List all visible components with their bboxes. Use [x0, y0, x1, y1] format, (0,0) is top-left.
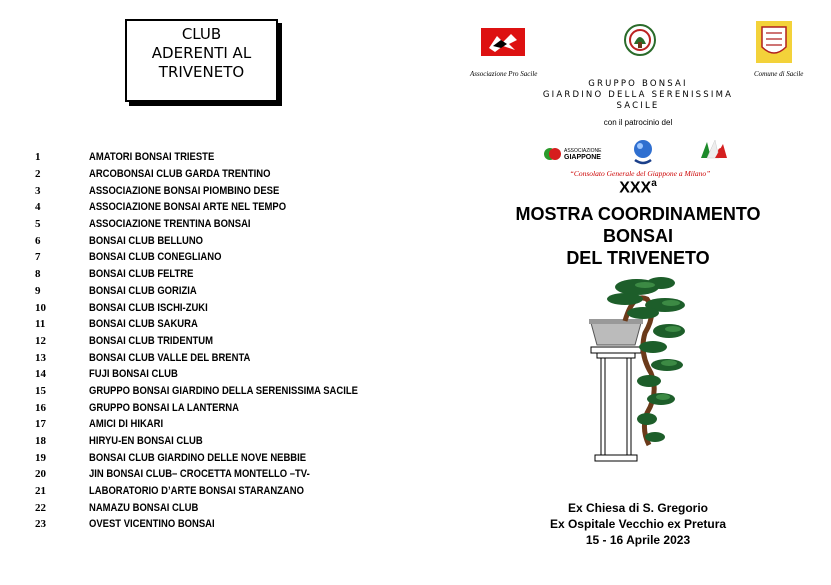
- club-list-item: [35, 216, 402, 233]
- club-number: 20: [35, 468, 46, 481]
- club-number: 19: [35, 451, 46, 464]
- club-number: 18: [35, 435, 46, 448]
- club-name: GRUPPO BONSAI GIARDINO DELLA SERENISSIMA SACILE: [89, 384, 358, 397]
- club-name: OVEST VICENTINO BONSAI: [89, 518, 215, 531]
- pro-sacile-caption: Associazione Pro Sacile: [470, 70, 538, 78]
- club-name: BONSAI CLUB GORIZIA: [89, 284, 197, 297]
- club-name: ASSOCIAZIONE BONSAI PIOMBINO DESE: [89, 184, 280, 197]
- club-list-item: [35, 299, 402, 316]
- club-number: 21: [35, 485, 46, 498]
- club-list-item: [35, 399, 402, 416]
- club-number: 13: [35, 351, 46, 364]
- club-list-item: [35, 266, 402, 283]
- club-list-item: [35, 232, 402, 249]
- club-number: 2: [35, 168, 41, 181]
- club-emblem-logo: [622, 22, 658, 58]
- club-name: BONSAI CLUB FELTRE: [89, 268, 194, 281]
- club-list-item: [35, 149, 402, 166]
- club-name: BONSAI CLUB ISCHI-ZUKI: [89, 301, 208, 314]
- club-list-item: [35, 166, 402, 183]
- edition-value: XXX: [619, 179, 652, 197]
- title-main-1: MOSTRA COORDINAMENTO: [515, 204, 761, 224]
- group-line-3: SACILE: [616, 101, 660, 111]
- consolato-text: “Consolato Generale del Giappone a Milano”: [569, 169, 711, 178]
- club-list-item: [35, 416, 402, 433]
- venue-line-1: Ex Chiesa di S. Gregorio: [567, 501, 709, 515]
- club-list: [35, 149, 402, 533]
- club-list-item: [35, 516, 402, 533]
- club-list-item: [35, 383, 402, 400]
- giappone-logo-text-1: ASSOCIAZIONE: [564, 148, 602, 154]
- associazione-giappone-logo: [543, 144, 609, 164]
- club-list-item: [35, 349, 402, 366]
- club-name: NAMAZU BONSAI CLUB: [89, 501, 199, 514]
- bonsai-tree-illustration: [585, 273, 705, 473]
- club-name: BONSAI CLUB SAKURA: [89, 318, 198, 331]
- club-list-item: [35, 182, 402, 199]
- club-number: 9: [35, 284, 41, 297]
- club-number: 14: [35, 368, 46, 381]
- club-number: 7: [35, 251, 41, 264]
- group-line-1: GRUPPO BONSAI: [588, 79, 688, 89]
- club-name: AMATORI BONSAI TRIESTE: [89, 151, 215, 164]
- venue-line-2: Ex Ospitale Vecchio ex Pretura: [549, 517, 727, 531]
- club-list-item: [35, 366, 402, 383]
- patrocinio-text: con il patrocinio del: [603, 118, 673, 127]
- club-number: 8: [35, 268, 41, 281]
- club-name: ASSOCIAZIONE BONSAI ARTE NEL TEMPO: [89, 201, 287, 214]
- club-name: BONSAI CLUB VALLE DEL BRENTA: [89, 351, 251, 364]
- club-number: 17: [35, 418, 46, 431]
- italia-giappone-flag-logo: [697, 138, 729, 164]
- comune-caption: Comune di Sacile: [754, 70, 804, 78]
- club-name: BONSAI CLUB BELLUNO: [89, 234, 204, 247]
- club-list-item: [35, 283, 402, 300]
- event-dates: 15 - 16 Aprile 2023: [585, 533, 691, 547]
- club-number: 6: [35, 234, 41, 247]
- club-name: JIN BONSAI CLUB– CROCETTA MONTELLO –TV-: [89, 468, 310, 481]
- pro-sacile-logo: [481, 28, 525, 56]
- club-number: 23: [35, 518, 46, 531]
- club-name: FUJI BONSAI CLUB: [89, 368, 178, 381]
- club-number: 10: [35, 301, 46, 314]
- club-number: 4: [35, 201, 41, 214]
- edition-number: [468, 178, 808, 197]
- club-number: 3: [35, 184, 41, 197]
- club-name: GRUPPO BONSAI LA LANTERNA: [89, 401, 239, 414]
- club-list-item: [35, 249, 402, 266]
- club-name: AMICI DI HIKARI: [89, 418, 164, 431]
- title-line-1: CLUB: [181, 25, 222, 43]
- club-name: BONSAI CLUB TRIDENTUM: [89, 334, 214, 347]
- consolato-emblem-logo: [632, 138, 654, 166]
- title-main-3: DEL TRIVENETO: [566, 248, 710, 268]
- club-list-item: [35, 199, 402, 216]
- club-number: 15: [35, 384, 46, 397]
- club-number: 16: [35, 401, 46, 414]
- club-name: LABORATORIO D’ARTE BONSAI STARANZANO: [89, 485, 304, 498]
- title-line-2: ADERENTI AL: [151, 44, 252, 62]
- title-main-2: BONSAI: [602, 226, 673, 246]
- comune-sacile-crest: [756, 21, 792, 63]
- exhibition-title: [468, 203, 808, 269]
- club-name: ASSOCIAZIONE TRENTINA BONSAI: [89, 218, 251, 231]
- club-list-item: [35, 316, 402, 333]
- edition-superscript: a: [651, 178, 657, 189]
- group-line-2: GIARDINO DELLA SERENISSIMA: [542, 90, 734, 100]
- club-name: BONSAI CLUB CONEGLIANO: [89, 251, 222, 264]
- title-line-3: TRIVENETO: [158, 63, 245, 81]
- club-list-item: [35, 499, 402, 516]
- club-name: BONSAI CLUB GIARDINO DELLE NOVE NEBBIE: [89, 451, 307, 464]
- club-list-item: [35, 333, 402, 350]
- giappone-logo-text-2: GIAPPONE: [564, 154, 601, 161]
- venue-info: [468, 500, 808, 548]
- club-name: ARCOBONSAI CLUB GARDA TRENTINO: [89, 168, 271, 181]
- club-number: 5: [35, 218, 41, 231]
- club-name: HIRYU-EN BONSAI CLUB: [89, 435, 203, 448]
- club-list-item: [35, 483, 402, 500]
- group-name: [468, 79, 808, 112]
- club-number: 22: [35, 501, 46, 514]
- clubs-title-box: [125, 19, 278, 102]
- club-number: 1: [35, 151, 41, 164]
- club-list-item: [35, 466, 402, 483]
- club-list-item: [35, 433, 402, 450]
- club-list-item: [35, 449, 402, 466]
- club-number: 12: [35, 334, 46, 347]
- club-number: 11: [35, 318, 46, 331]
